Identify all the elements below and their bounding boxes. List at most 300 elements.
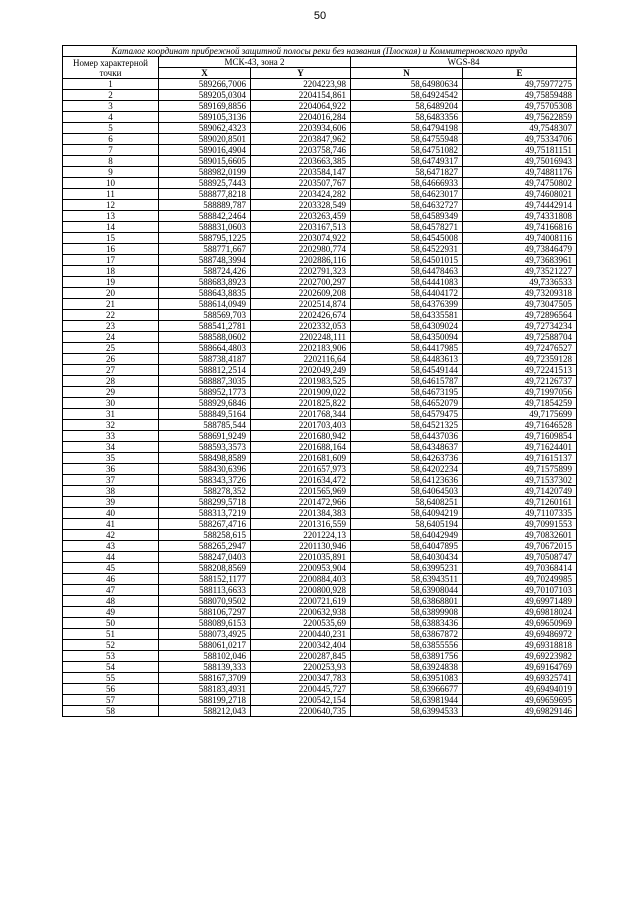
table-header-row bbox=[63, 57, 577, 68]
table-row bbox=[63, 662, 577, 673]
cell-x: 589062,4323 bbox=[159, 123, 251, 134]
cell-y: 2200800,928 bbox=[251, 585, 351, 596]
cell-e: 49,70672015 bbox=[463, 541, 577, 552]
cell-point-number: 2 bbox=[63, 90, 159, 101]
table-row bbox=[63, 552, 577, 563]
table-row bbox=[63, 651, 577, 662]
cell-n: 58,64123636 bbox=[351, 475, 463, 486]
cell-x: 588343,3726 bbox=[159, 475, 251, 486]
cell-e: 49,74442914 bbox=[463, 200, 577, 211]
table-row bbox=[63, 189, 577, 200]
cell-e: 49,71624401 bbox=[463, 442, 577, 453]
cell-point-number: 33 bbox=[63, 431, 159, 442]
cell-n: 58,64545008 bbox=[351, 233, 463, 244]
cell-n: 58,64589349 bbox=[351, 211, 463, 222]
cell-x: 588061,0217 bbox=[159, 640, 251, 651]
cell-y: 2202514,874 bbox=[251, 299, 351, 310]
cell-point-number: 49 bbox=[63, 607, 159, 618]
cell-e: 49,73846479 bbox=[463, 244, 577, 255]
table-row bbox=[63, 695, 577, 706]
cell-x: 588887,3035 bbox=[159, 376, 251, 387]
cell-point-number: 54 bbox=[63, 662, 159, 673]
cell-n: 58,64441083 bbox=[351, 277, 463, 288]
coordinates-table bbox=[62, 45, 577, 717]
cell-n: 58,64376399 bbox=[351, 299, 463, 310]
table-row bbox=[63, 409, 577, 420]
table-row bbox=[63, 519, 577, 530]
header-wgs84: WGS-84 bbox=[351, 57, 577, 68]
cell-point-number: 56 bbox=[63, 684, 159, 695]
table-row bbox=[63, 277, 577, 288]
cell-e: 49,70107103 bbox=[463, 585, 577, 596]
cell-y: 2201825,822 bbox=[251, 398, 351, 409]
cell-n: 58,64202234 bbox=[351, 464, 463, 475]
cell-point-number: 36 bbox=[63, 464, 159, 475]
cell-y: 2201909,022 bbox=[251, 387, 351, 398]
cell-e: 49,69659695 bbox=[463, 695, 577, 706]
cell-y: 2203424,282 bbox=[251, 189, 351, 200]
cell-e: 49,75977275 bbox=[463, 79, 577, 90]
table-row bbox=[63, 299, 577, 310]
cell-n: 58,64749317 bbox=[351, 156, 463, 167]
cell-x: 588877,8218 bbox=[159, 189, 251, 200]
cell-y: 2200953,904 bbox=[251, 563, 351, 574]
cell-y: 2201316,559 bbox=[251, 519, 351, 530]
cell-e: 49,69223982 bbox=[463, 651, 577, 662]
header-n: N bbox=[351, 68, 463, 79]
cell-y: 2202049,249 bbox=[251, 365, 351, 376]
cell-y: 2203584,147 bbox=[251, 167, 351, 178]
table-row bbox=[63, 79, 577, 90]
cell-e: 49,75705308 bbox=[463, 101, 577, 112]
cell-n: 58,6408251 bbox=[351, 497, 463, 508]
cell-x: 588925,7443 bbox=[159, 178, 251, 189]
table-row bbox=[63, 607, 577, 618]
cell-y: 2203263,459 bbox=[251, 211, 351, 222]
table-row bbox=[63, 596, 577, 607]
cell-point-number: 32 bbox=[63, 420, 159, 431]
cell-point-number: 43 bbox=[63, 541, 159, 552]
cell-e: 49,72359128 bbox=[463, 354, 577, 365]
cell-x: 588430,6396 bbox=[159, 464, 251, 475]
cell-x: 588070,9502 bbox=[159, 596, 251, 607]
cell-point-number: 14 bbox=[63, 222, 159, 233]
cell-y: 2200287,845 bbox=[251, 651, 351, 662]
cell-y: 2201565,969 bbox=[251, 486, 351, 497]
cell-point-number: 29 bbox=[63, 387, 159, 398]
table-row bbox=[63, 354, 577, 365]
table-row bbox=[63, 684, 577, 695]
cell-point-number: 41 bbox=[63, 519, 159, 530]
cell-y: 2202332,053 bbox=[251, 321, 351, 332]
table-row bbox=[63, 156, 577, 167]
cell-n: 58,63883436 bbox=[351, 618, 463, 629]
cell-n: 58,6489204 bbox=[351, 101, 463, 112]
cell-x: 588113,6633 bbox=[159, 585, 251, 596]
cell-x: 588643,8835 bbox=[159, 288, 251, 299]
table-row bbox=[63, 640, 577, 651]
cell-point-number: 23 bbox=[63, 321, 159, 332]
cell-x: 588313,7219 bbox=[159, 508, 251, 519]
cell-point-number: 50 bbox=[63, 618, 159, 629]
cell-x: 588139,333 bbox=[159, 662, 251, 673]
table-row bbox=[63, 200, 577, 211]
cell-e: 49,75181151 bbox=[463, 145, 577, 156]
cell-x: 588073,4925 bbox=[159, 629, 251, 640]
cell-e: 49,70832601 bbox=[463, 530, 577, 541]
cell-y: 2200542,154 bbox=[251, 695, 351, 706]
table-row bbox=[63, 211, 577, 222]
cell-y: 2202791,323 bbox=[251, 266, 351, 277]
cell-n: 58,64042949 bbox=[351, 530, 463, 541]
table-row bbox=[63, 112, 577, 123]
cell-y: 2201688,164 bbox=[251, 442, 351, 453]
cell-point-number: 19 bbox=[63, 277, 159, 288]
table-row bbox=[63, 123, 577, 134]
table-row bbox=[63, 475, 577, 486]
cell-x: 588842,2464 bbox=[159, 211, 251, 222]
table-row bbox=[63, 497, 577, 508]
cell-x: 589020,8501 bbox=[159, 134, 251, 145]
cell-x: 588748,3994 bbox=[159, 255, 251, 266]
cell-y: 2203847,962 bbox=[251, 134, 351, 145]
cell-x: 588102,046 bbox=[159, 651, 251, 662]
cell-x: 588812,2514 bbox=[159, 365, 251, 376]
table-row bbox=[63, 618, 577, 629]
cell-x: 588889,787 bbox=[159, 200, 251, 211]
cell-e: 49,74331808 bbox=[463, 211, 577, 222]
cell-e: 49,73521227 bbox=[463, 266, 577, 277]
table-row bbox=[63, 266, 577, 277]
table-row bbox=[63, 310, 577, 321]
header-y: Y bbox=[251, 68, 351, 79]
table-caption: Каталог координат прибрежной защитной полосы реки без названия (Плоская) и Коммитерновского пруда bbox=[63, 46, 577, 57]
cell-point-number: 34 bbox=[63, 442, 159, 453]
cell-n: 58,64924542 bbox=[351, 90, 463, 101]
cell-n: 58,64094219 bbox=[351, 508, 463, 519]
cell-e: 49,72241513 bbox=[463, 365, 577, 376]
table-row bbox=[63, 222, 577, 233]
cell-x: 588265,2947 bbox=[159, 541, 251, 552]
cell-x: 588167,3709 bbox=[159, 673, 251, 684]
cell-n: 58,64521325 bbox=[351, 420, 463, 431]
cell-y: 2203663,385 bbox=[251, 156, 351, 167]
cell-n: 58,63943511 bbox=[351, 574, 463, 585]
table-row bbox=[63, 486, 577, 497]
cell-point-number: 17 bbox=[63, 255, 159, 266]
cell-n: 58,64673195 bbox=[351, 387, 463, 398]
cell-e: 49,69829146 bbox=[463, 706, 577, 717]
header-point-number: Номер характерной точки bbox=[63, 57, 159, 79]
cell-n: 58,64478463 bbox=[351, 266, 463, 277]
table-row bbox=[63, 673, 577, 684]
cell-n: 58,64794198 bbox=[351, 123, 463, 134]
cell-point-number: 26 bbox=[63, 354, 159, 365]
cell-point-number: 52 bbox=[63, 640, 159, 651]
cell-e: 49,75622859 bbox=[463, 112, 577, 123]
cell-e: 49,75859488 bbox=[463, 90, 577, 101]
cell-x: 588569,703 bbox=[159, 310, 251, 321]
cell-point-number: 18 bbox=[63, 266, 159, 277]
cell-y: 2202609,208 bbox=[251, 288, 351, 299]
cell-n: 58,64348637 bbox=[351, 442, 463, 453]
cell-e: 49,72126737 bbox=[463, 376, 577, 387]
cell-point-number: 6 bbox=[63, 134, 159, 145]
cell-x: 588498,8589 bbox=[159, 453, 251, 464]
cell-e: 49,70368414 bbox=[463, 563, 577, 574]
cell-n: 58,64578271 bbox=[351, 222, 463, 233]
cell-e: 49,7336533 bbox=[463, 277, 577, 288]
cell-x: 588614,0949 bbox=[159, 299, 251, 310]
cell-n: 58,64623017 bbox=[351, 189, 463, 200]
cell-y: 2200640,735 bbox=[251, 706, 351, 717]
cell-point-number: 38 bbox=[63, 486, 159, 497]
cell-x: 588664,4803 bbox=[159, 343, 251, 354]
table-row bbox=[63, 178, 577, 189]
cell-n: 58,63867872 bbox=[351, 629, 463, 640]
table-row bbox=[63, 145, 577, 156]
cell-e: 49,74881176 bbox=[463, 167, 577, 178]
cell-x: 588199,2718 bbox=[159, 695, 251, 706]
cell-e: 49,74750802 bbox=[463, 178, 577, 189]
cell-point-number: 47 bbox=[63, 585, 159, 596]
cell-e: 49,72896564 bbox=[463, 310, 577, 321]
table-row bbox=[63, 134, 577, 145]
table-row bbox=[63, 255, 577, 266]
cell-e: 49,73683961 bbox=[463, 255, 577, 266]
cell-y: 2201224,13 bbox=[251, 530, 351, 541]
cell-e: 49,73047505 bbox=[463, 299, 577, 310]
cell-e: 49,70508747 bbox=[463, 552, 577, 563]
cell-n: 58,64335581 bbox=[351, 310, 463, 321]
cell-y: 2202700,297 bbox=[251, 277, 351, 288]
cell-e: 49,70249985 bbox=[463, 574, 577, 585]
cell-n: 58,64666933 bbox=[351, 178, 463, 189]
cell-x: 588831,0603 bbox=[159, 222, 251, 233]
cell-n: 58,64632727 bbox=[351, 200, 463, 211]
cell-e: 49,72588704 bbox=[463, 332, 577, 343]
cell-point-number: 22 bbox=[63, 310, 159, 321]
cell-point-number: 25 bbox=[63, 343, 159, 354]
cell-x: 588593,3573 bbox=[159, 442, 251, 453]
cell-point-number: 55 bbox=[63, 673, 159, 684]
cell-point-number: 58 bbox=[63, 706, 159, 717]
table-row bbox=[63, 167, 577, 178]
cell-x: 589169,8856 bbox=[159, 101, 251, 112]
cell-n: 58,64579475 bbox=[351, 409, 463, 420]
cell-e: 49,71609854 bbox=[463, 431, 577, 442]
cell-x: 588771,667 bbox=[159, 244, 251, 255]
cell-e: 49,7548307 bbox=[463, 123, 577, 134]
cell-y: 2201384,383 bbox=[251, 508, 351, 519]
cell-point-number: 28 bbox=[63, 376, 159, 387]
cell-x: 588691,9249 bbox=[159, 431, 251, 442]
cell-n: 58,63855556 bbox=[351, 640, 463, 651]
cell-e: 49,71260161 bbox=[463, 497, 577, 508]
cell-e: 49,7175699 bbox=[463, 409, 577, 420]
table-row bbox=[63, 244, 577, 255]
cell-e: 49,72476527 bbox=[463, 343, 577, 354]
cell-point-number: 20 bbox=[63, 288, 159, 299]
cell-y: 2201681,609 bbox=[251, 453, 351, 464]
cell-e: 49,69325741 bbox=[463, 673, 577, 684]
table-row bbox=[63, 321, 577, 332]
cell-y: 2200342,404 bbox=[251, 640, 351, 651]
cell-point-number: 4 bbox=[63, 112, 159, 123]
cell-n: 58,63868801 bbox=[351, 596, 463, 607]
cell-y: 2203167,513 bbox=[251, 222, 351, 233]
cell-point-number: 48 bbox=[63, 596, 159, 607]
cell-e: 49,69650969 bbox=[463, 618, 577, 629]
cell-n: 58,64549144 bbox=[351, 365, 463, 376]
cell-x: 588247,0403 bbox=[159, 552, 251, 563]
cell-e: 49,71646528 bbox=[463, 420, 577, 431]
cell-x: 588724,426 bbox=[159, 266, 251, 277]
cell-point-number: 53 bbox=[63, 651, 159, 662]
cell-x: 589016,4904 bbox=[159, 145, 251, 156]
cell-point-number: 1 bbox=[63, 79, 159, 90]
cell-n: 58,64263736 bbox=[351, 453, 463, 464]
cell-n: 58,63966677 bbox=[351, 684, 463, 695]
cell-y: 2202248,111 bbox=[251, 332, 351, 343]
cell-y: 2201657,973 bbox=[251, 464, 351, 475]
cell-point-number: 44 bbox=[63, 552, 159, 563]
cell-y: 2202426,674 bbox=[251, 310, 351, 321]
cell-x: 588258,615 bbox=[159, 530, 251, 541]
cell-e: 49,73209318 bbox=[463, 288, 577, 299]
table-row bbox=[63, 629, 577, 640]
cell-n: 58,6405194 bbox=[351, 519, 463, 530]
cell-y: 2202886,116 bbox=[251, 255, 351, 266]
cell-e: 49,72734234 bbox=[463, 321, 577, 332]
cell-n: 58,64615787 bbox=[351, 376, 463, 387]
cell-point-number: 57 bbox=[63, 695, 159, 706]
table-row bbox=[63, 574, 577, 585]
cell-n: 58,63908044 bbox=[351, 585, 463, 596]
table-row bbox=[63, 233, 577, 244]
cell-e: 49,71615137 bbox=[463, 453, 577, 464]
cell-point-number: 15 bbox=[63, 233, 159, 244]
cell-y: 2202183,906 bbox=[251, 343, 351, 354]
cell-y: 2203507,767 bbox=[251, 178, 351, 189]
cell-x: 588982,0199 bbox=[159, 167, 251, 178]
header-msk43: МСК-43, зона 2 bbox=[159, 57, 351, 68]
cell-point-number: 35 bbox=[63, 453, 159, 464]
cell-x: 588738,4187 bbox=[159, 354, 251, 365]
table-row bbox=[63, 431, 577, 442]
cell-e: 49,69486972 bbox=[463, 629, 577, 640]
table-row bbox=[63, 442, 577, 453]
cell-point-number: 5 bbox=[63, 123, 159, 134]
cell-n: 58,63994533 bbox=[351, 706, 463, 717]
cell-point-number: 16 bbox=[63, 244, 159, 255]
cell-point-number: 3 bbox=[63, 101, 159, 112]
cell-n: 58,6471827 bbox=[351, 167, 463, 178]
cell-y: 2201130,946 bbox=[251, 541, 351, 552]
cell-n: 58,64047895 bbox=[351, 541, 463, 552]
cell-point-number: 21 bbox=[63, 299, 159, 310]
cell-e: 49,69164769 bbox=[463, 662, 577, 673]
cell-y: 2201634,472 bbox=[251, 475, 351, 486]
table-row bbox=[63, 508, 577, 519]
cell-e: 49,70991553 bbox=[463, 519, 577, 530]
table-row bbox=[63, 563, 577, 574]
cell-e: 49,74166816 bbox=[463, 222, 577, 233]
cell-x: 588267,4716 bbox=[159, 519, 251, 530]
cell-x: 588683,8923 bbox=[159, 277, 251, 288]
cell-e: 49,71997056 bbox=[463, 387, 577, 398]
cell-y: 2201768,344 bbox=[251, 409, 351, 420]
cell-x: 589266,7006 bbox=[159, 79, 251, 90]
cell-x: 588278,352 bbox=[159, 486, 251, 497]
table-row bbox=[63, 288, 577, 299]
cell-e: 49,71854259 bbox=[463, 398, 577, 409]
cell-point-number: 7 bbox=[63, 145, 159, 156]
cell-x: 589015,6605 bbox=[159, 156, 251, 167]
cell-n: 58,63924838 bbox=[351, 662, 463, 673]
cell-y: 2201472,966 bbox=[251, 497, 351, 508]
table-row bbox=[63, 90, 577, 101]
cell-e: 49,71575899 bbox=[463, 464, 577, 475]
cell-n: 58,64522931 bbox=[351, 244, 463, 255]
table-row bbox=[63, 332, 577, 343]
cell-e: 49,69971489 bbox=[463, 596, 577, 607]
table-row bbox=[63, 420, 577, 431]
cell-x: 588795,1225 bbox=[159, 233, 251, 244]
cell-n: 58,64064503 bbox=[351, 486, 463, 497]
cell-n: 58,64404172 bbox=[351, 288, 463, 299]
table-caption-row bbox=[63, 46, 577, 57]
cell-y: 2200445,727 bbox=[251, 684, 351, 695]
cell-point-number: 27 bbox=[63, 365, 159, 376]
cell-y: 2200632,938 bbox=[251, 607, 351, 618]
cell-n: 58,64417985 bbox=[351, 343, 463, 354]
cell-y: 2204223,98 bbox=[251, 79, 351, 90]
cell-x: 588849,5164 bbox=[159, 409, 251, 420]
table-row bbox=[63, 706, 577, 717]
table-row bbox=[63, 541, 577, 552]
cell-n: 58,64501015 bbox=[351, 255, 463, 266]
cell-point-number: 42 bbox=[63, 530, 159, 541]
header-e: E bbox=[463, 68, 577, 79]
cell-y: 2203074,922 bbox=[251, 233, 351, 244]
cell-x: 588541,2781 bbox=[159, 321, 251, 332]
cell-point-number: 9 bbox=[63, 167, 159, 178]
cell-e: 49,74008116 bbox=[463, 233, 577, 244]
cell-x: 588952,1773 bbox=[159, 387, 251, 398]
cell-n: 58,64652079 bbox=[351, 398, 463, 409]
cell-y: 2202116,64 bbox=[251, 354, 351, 365]
cell-n: 58,64350094 bbox=[351, 332, 463, 343]
cell-x: 588212,043 bbox=[159, 706, 251, 717]
cell-y: 2200253,93 bbox=[251, 662, 351, 673]
cell-x: 588183,4931 bbox=[159, 684, 251, 695]
table-body bbox=[63, 79, 577, 717]
cell-e: 49,75334706 bbox=[463, 134, 577, 145]
cell-y: 2201703,403 bbox=[251, 420, 351, 431]
table-row bbox=[63, 398, 577, 409]
cell-e: 49,75016943 bbox=[463, 156, 577, 167]
cell-point-number: 45 bbox=[63, 563, 159, 574]
cell-point-number: 40 bbox=[63, 508, 159, 519]
cell-x: 588588,0602 bbox=[159, 332, 251, 343]
cell-point-number: 13 bbox=[63, 211, 159, 222]
cell-y: 2200535,69 bbox=[251, 618, 351, 629]
cell-y: 2200347,783 bbox=[251, 673, 351, 684]
cell-e: 49,74608021 bbox=[463, 189, 577, 200]
cell-y: 2200440,231 bbox=[251, 629, 351, 640]
table-row bbox=[63, 530, 577, 541]
